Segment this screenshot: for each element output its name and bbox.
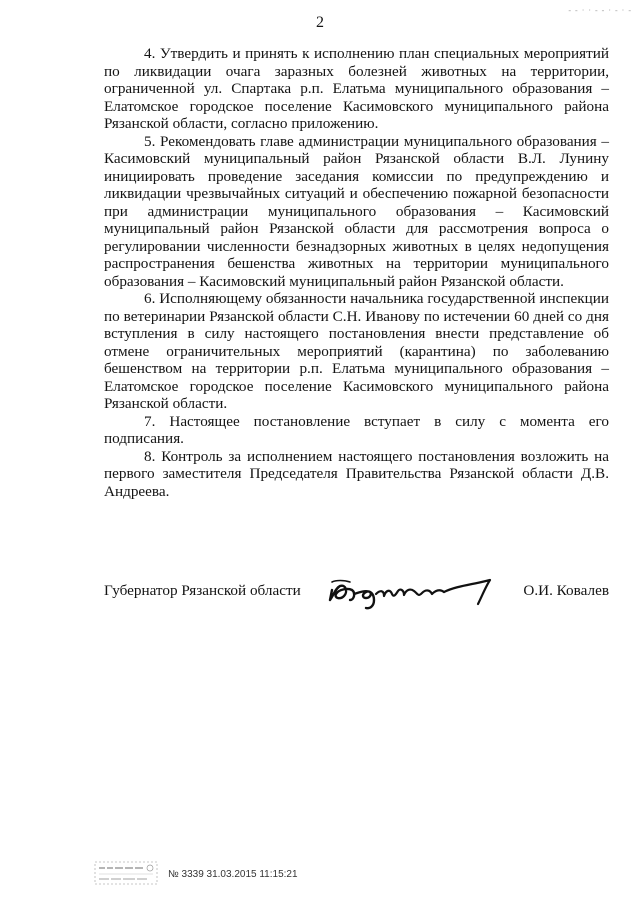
paragraph-6: 6. Исполняющему обязанности начальника государственной инспекции по ветеринарии Рязанской области С.Н. Иванову по истечении 60 дней со дня вступления в силу настоящего постановления внести представление об отмене ограничительных мероприятий (карантина) по заболеванию бешенством на территории р.п. Елатьма муниципального образования – Елатомское городское поселение Касимовского муниципального района Рязанской области. xyxy=(104,290,609,412)
registry-stamp-logo xyxy=(93,860,159,886)
signatory-name: О.И. Ковалев xyxy=(523,582,609,599)
document-body xyxy=(104,45,609,500)
paragraph-4: 4. Утвердить и принять к исполнению план специальных мероприятий по ликвидации очага заразных болезней животных на территории, ограниченной ул. Спартака р.п. Елатьма муниципального образования – Елатомское городское поселение Касимовского муниципального района Рязанской области, согласно приложению. xyxy=(104,45,609,132)
registration-number: № 3339 31.03.2015 11:15:21 xyxy=(168,869,298,880)
signature-block xyxy=(104,568,609,608)
paragraph-5: 5. Рекомендовать главе администрации муниципального образования – Касимовский муниципальный район Рязанской области В.Л. Лунину инициировать проведение заседания комиссии по предупреждению и ликвидации чрезвычайных ситуаций и обеспечению пожарной безопасности при администрации муниципального образования – Касимовский муниципальный район Рязанской области для рассмотрения вопроса о регулировании численности безнадзорных животных в целях недопущения распространения бешенства животных на территории муниципального образования – Касимовский муниципальный район Рязанской области. xyxy=(104,132,609,290)
signatory-title: Губернатор Рязанской области xyxy=(104,582,301,599)
footer xyxy=(93,860,353,890)
paragraph-7: 7. Настоящее постановление вступает в силу с момента его подписания. xyxy=(104,412,609,447)
page-number: 2 xyxy=(316,14,324,31)
scan-corner-marks: - - · · - - · - · - xyxy=(568,6,632,15)
handwritten-signature-image xyxy=(326,568,494,610)
paragraph-8: 8. Контроль за исполнением настоящего постановления возложить на первого заместителя Председателя Правительства Рязанской области Д.В. Андреева. xyxy=(104,447,609,500)
